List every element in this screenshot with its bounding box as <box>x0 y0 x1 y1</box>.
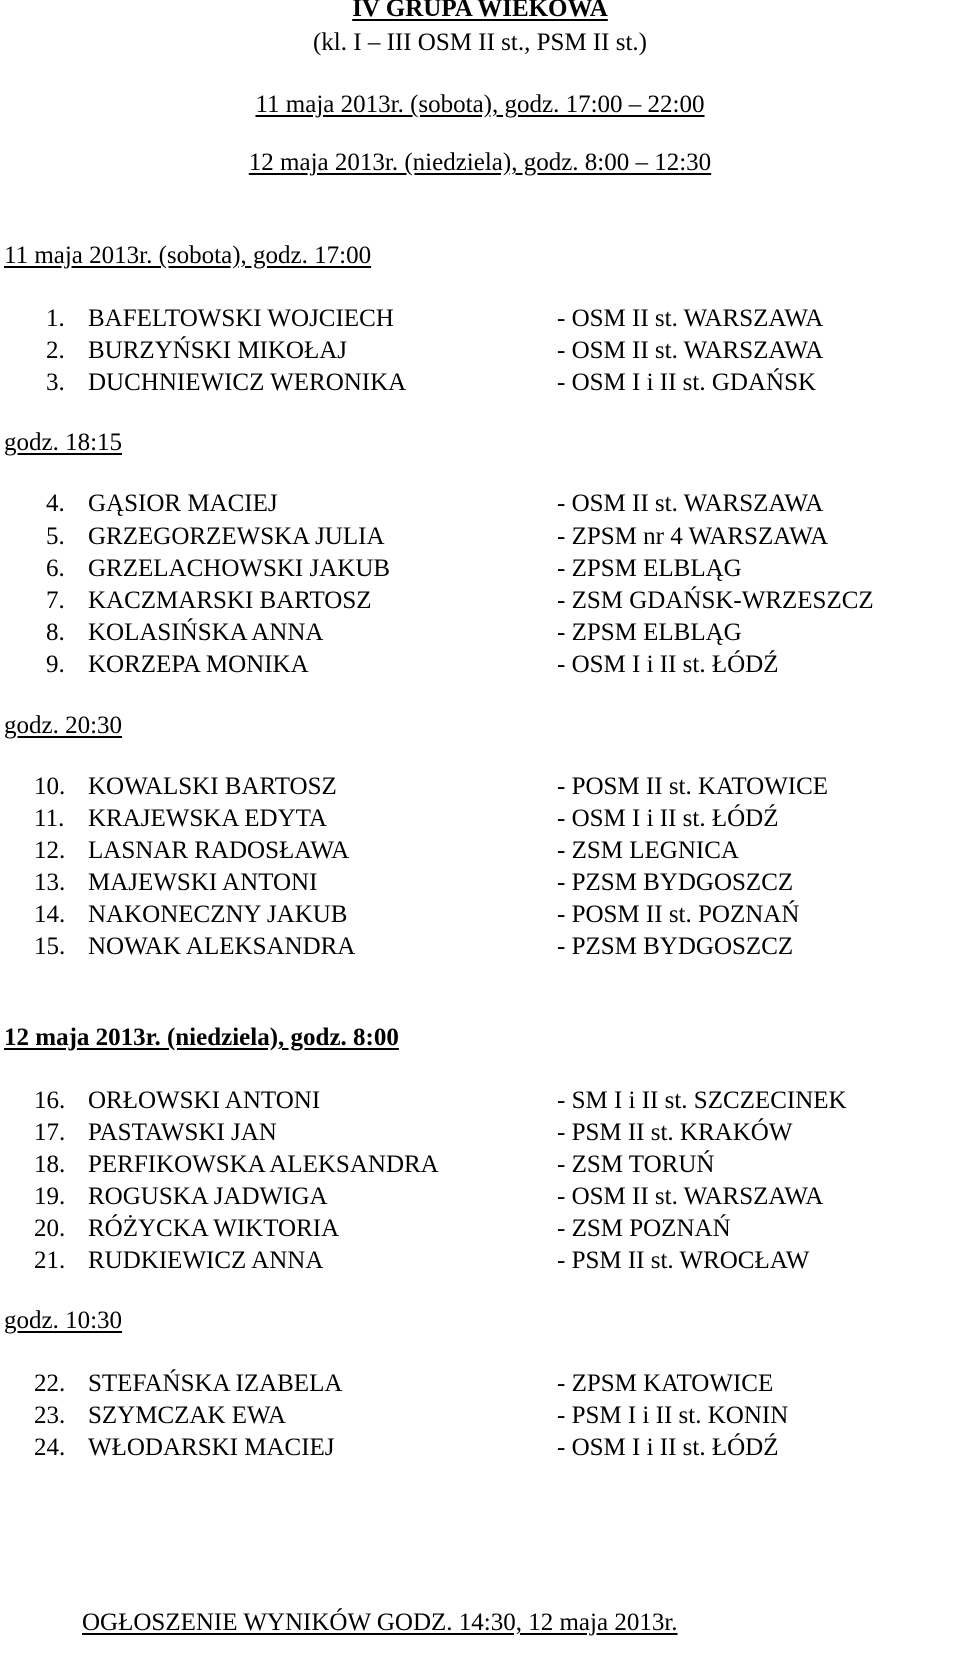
participant-school: - ZPSM ELBLĄG <box>557 555 742 582</box>
participant-name: DUCHNIEWICZ WERONIKA <box>88 369 407 396</box>
participant-name: RUDKIEWICZ ANNA <box>88 1247 324 1274</box>
participant-number: 13. <box>34 869 66 896</box>
participant-name: GRZEGORZEWSKA JULIA <box>88 523 385 550</box>
participant-school: - ZSM GDAŃSK-WRZESZCZ <box>557 587 874 614</box>
participant-school: - OSM II st. WARSZAWA <box>557 490 824 517</box>
participant-number: 3. <box>46 369 65 396</box>
participant-school: - ZSM LEGNICA <box>557 837 739 864</box>
participant-number: 16. <box>34 1087 66 1114</box>
participant-school: - PZSM BYDGOSZCZ <box>557 869 794 896</box>
participant-number: 19. <box>34 1183 66 1210</box>
participant-number: 12. <box>34 837 66 864</box>
participant-name: WŁODARSKI MACIEJ <box>88 1434 335 1461</box>
participant-school: - ZPSM nr 4 WARSZAWA <box>557 523 829 550</box>
participant-school: - OSM II st. WARSZAWA <box>557 305 824 332</box>
participant-number: 15. <box>34 933 66 960</box>
participant-name: GRZELACHOWSKI JAKUB <box>88 555 391 582</box>
participant-school: - OSM I i II st. ŁÓDŹ <box>557 1434 779 1461</box>
participant-number: 21. <box>34 1247 66 1274</box>
participant-school: - POSM II st. KATOWICE <box>557 773 829 800</box>
participant-name: NOWAK ALEKSANDRA <box>88 933 356 960</box>
participant-number: 4. <box>46 490 65 517</box>
participant-name: KOWALSKI BARTOSZ <box>88 773 337 800</box>
section-heading: 11 maja 2013r. (sobota), godz. 17:00 <box>4 242 372 269</box>
participant-number: 1. <box>46 305 65 332</box>
participant-number: 22. <box>34 1370 66 1397</box>
participant-school: - ZPSM KATOWICE <box>557 1370 774 1397</box>
participant-number: 2. <box>46 337 65 364</box>
participant-school: - ZSM TORUŃ <box>557 1151 715 1178</box>
section-heading: godz. 10:30 <box>4 1307 123 1334</box>
participant-name: MAJEWSKI ANTONI <box>88 869 318 896</box>
participant-name: NAKONECZNY JAKUB <box>88 901 348 928</box>
participant-name: STEFAŃSKA IZABELA <box>88 1370 343 1397</box>
participant-school: - OSM I i II st. ŁÓDŹ <box>557 651 779 678</box>
participant-number: 7. <box>46 587 65 614</box>
participant-number: 5. <box>46 523 65 550</box>
page-title: IV GRUPA WIEKOWA <box>352 0 608 22</box>
participant-school: - OSM II st. WARSZAWA <box>557 1183 824 1210</box>
participant-name: KACZMARSKI BARTOSZ <box>88 587 372 614</box>
schedule-date-sunday: 12 maja 2013r. (niedziela), godz. 8:00 – 12:30 <box>248 149 712 176</box>
results-announcement: OGŁOSZENIE WYNIKÓW GODZ. 14:30, 12 maja 2013r. <box>82 1609 678 1636</box>
participant-school: - ZSM POZNAŃ <box>557 1215 731 1242</box>
participant-school: - OSM II st. WARSZAWA <box>557 337 824 364</box>
participant-name: KORZEPA MONIKA <box>88 651 309 678</box>
participant-school: - OSM I i II st. ŁÓDŹ <box>557 805 779 832</box>
participant-school: - PSM II st. WROCŁAW <box>557 1247 810 1274</box>
section-heading: godz. 20:30 <box>4 712 123 739</box>
participant-school: - ZPSM ELBLĄG <box>557 619 742 646</box>
participant-number: 10. <box>34 773 66 800</box>
participant-name: BAFELTOWSKI WOJCIECH <box>88 305 394 332</box>
participant-school: - POSM II st. POZNAŃ <box>557 901 800 928</box>
participant-name: SZYMCZAK EWA <box>88 1402 286 1429</box>
participant-name: GĄSIOR MACIEJ <box>88 490 278 517</box>
participant-number: 8. <box>46 619 65 646</box>
participant-number: 6. <box>46 555 65 582</box>
participant-school: - PSM I i II st. KONIN <box>557 1402 789 1429</box>
participant-name: KRAJEWSKA EDYTA <box>88 805 327 832</box>
participant-name: PERFIKOWSKA ALEKSANDRA <box>88 1151 439 1178</box>
participant-name: KOLASIŃSKA ANNA <box>88 619 324 646</box>
participant-number: 14. <box>34 901 66 928</box>
participant-school: - SM I i II st. SZCZECINEK <box>557 1087 847 1114</box>
schedule-date-saturday: 11 maja 2013r. (sobota), godz. 17:00 – 22:00 <box>255 91 705 118</box>
participant-name: RÓŻYCKA WIKTORIA <box>88 1215 340 1242</box>
page-subtitle: (kl. I – III OSM II st., PSM II st.) <box>312 29 648 56</box>
participant-school: - PSM II st. KRAKÓW <box>557 1119 793 1146</box>
participant-school: - OSM I i II st. GDAŃSK <box>557 369 817 396</box>
participant-name: PASTAWSKI JAN <box>88 1119 277 1146</box>
participant-name: BURZYŃSKI MIKOŁAJ <box>88 337 348 364</box>
participant-name: LASNAR RADOSŁAWA <box>88 837 350 864</box>
participant-number: 24. <box>34 1434 66 1461</box>
participant-number: 18. <box>34 1151 66 1178</box>
participant-name: ORŁOWSKI ANTONI <box>88 1087 321 1114</box>
participant-number: 11. <box>34 805 65 832</box>
participant-number: 23. <box>34 1402 66 1429</box>
section-heading: 12 maja 2013r. (niedziela), godz. 8:00 <box>4 1024 399 1051</box>
participant-number: 20. <box>34 1215 66 1242</box>
participant-name: ROGUSKA JADWIGA <box>88 1183 328 1210</box>
participant-number: 9. <box>46 651 65 678</box>
participant-number: 17. <box>34 1119 66 1146</box>
participant-school: - PZSM BYDGOSZCZ <box>557 933 794 960</box>
section-heading: godz. 18:15 <box>4 429 123 456</box>
